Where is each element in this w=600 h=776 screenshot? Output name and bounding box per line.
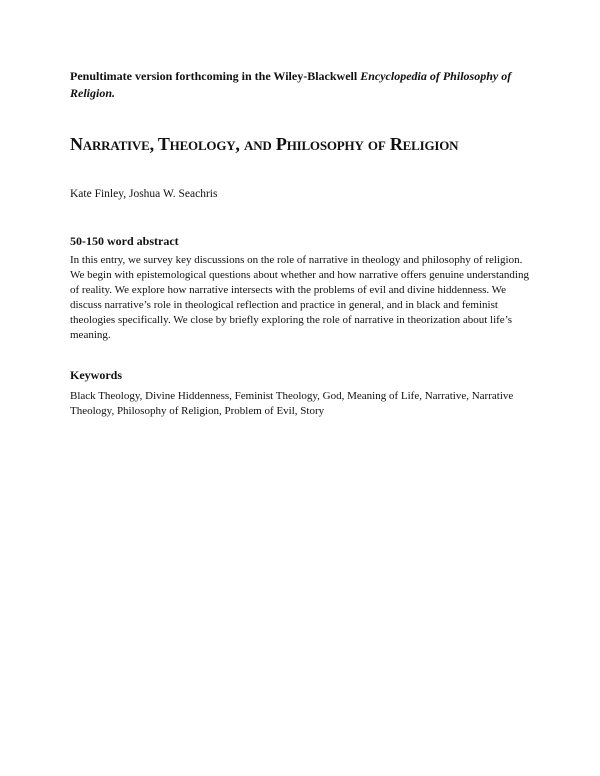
abstract-body: In this entry, we survey key discussions on the role of narrative in theology and philosophy of religion. We begin with epistemological questions about whether and how narrative offers genuine understanding of reality. We explore how narrative intersects with the problems of evil and divine hiddenness. We discuss narrative’s role in theological reflection and practice in general, and in black and feminist theologies specifically. We close by briefly exploring the role of narrative in theorization about life’s meaning. [70,254,529,341]
publication-note-text: Penultimate version forthcoming in the Wiley-Blackwell [70,69,361,83]
authors: Kate Finley, Joshua W. Seachris [70,188,218,200]
abstract-heading: 50-150 word abstract [70,234,179,248]
document-title: Narrative, Theology, and Philosophy of Religion [70,134,459,154]
keywords-heading: Keywords [70,368,122,382]
keywords-body: Black Theology, Divine Hiddenness, Feminist Theology, God, Meaning of Life, Narrative, Narrative Theology, Philosophy of Religion, Problem of Evil, Story [70,390,514,417]
publication-note-italic: Encyclopedia of Philosophy of Religion. [70,69,512,100]
publication-note [70,68,540,102]
